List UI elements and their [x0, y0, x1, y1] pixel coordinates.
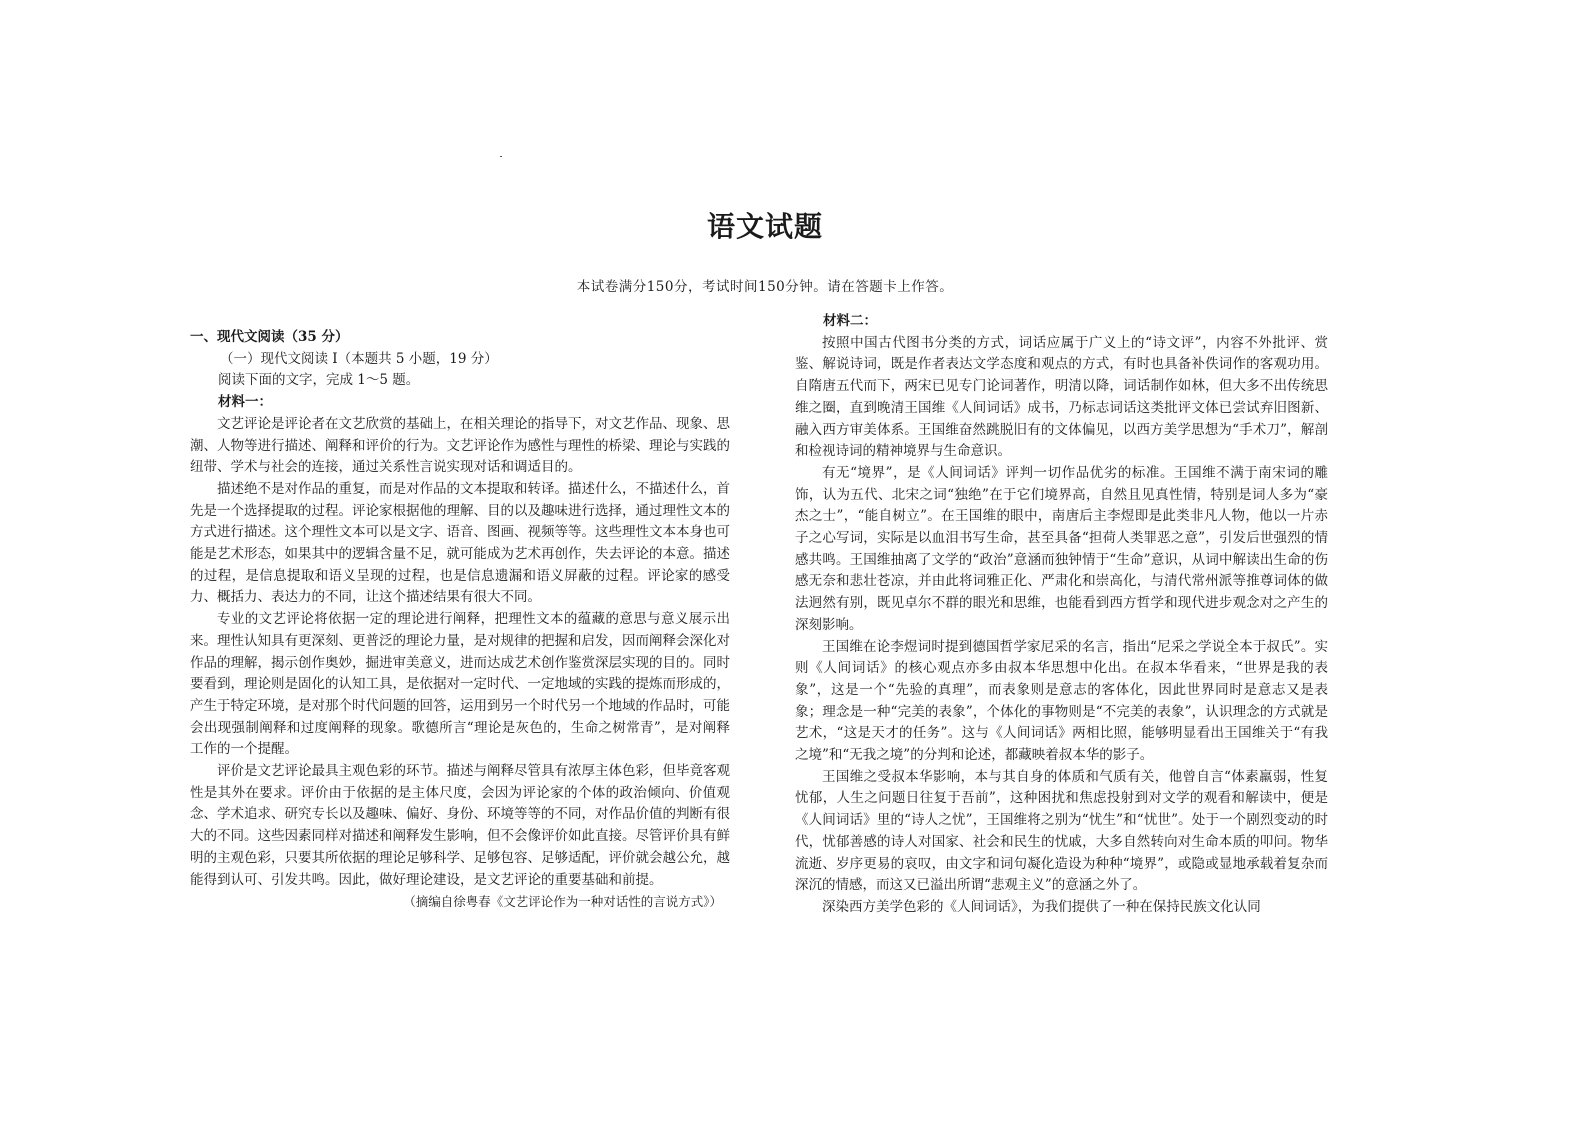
scan-speck [500, 156, 502, 157]
paragraph: 描述绝不是对作品的重复，而是对作品的文本提取和转译。描述什么，不描述什么，首先是一个选择提取的过程。评论家根据他的理解、目的以及趣味进行选择，通过理性文本的方式进行描述。这个理性文本可以是文字、语音、图画、视频等等。这些理性文本本身也可能是艺术形态，如果其中的逻辑含量不足，就可能成为艺术再创作，失去评论的本意。描述的过程，是信息提取和语义呈现的过程，也是信息遗漏和语义屏蔽的过程。评论家的感受力、概括力、表达力的不同，让这个描述结果有很大不同。 [190, 480, 730, 606]
paragraph: 王国维之受叔本华影响，本与其自身的体质和气质有关，他曾自言“体素羸弱，性复忧郁，人生之问题日往复于吾前”，这种困扰和焦虑投射到对文学的观看和解读中，便是《人间词话》里的“诗人之忧”，王国维将之别为“忧生”和“忧世”。处于一个剧烈变动的时代，忧郁善感的诗人对国家、社会和民生的忧戚，大多自然转向对生命本质的叩问。物华流逝、岁序更易的哀叹，由文字和词句凝化造设为种种“境界”，或隐或显地承载着复杂而深沉的情感，而这又已溢出所谓“悲观主义”的意涵之外了。 [795, 768, 1328, 894]
paragraph: 评价是文艺评论最具主观色彩的环节。描述与阐释尽管具有浓厚主体色彩，但毕竟客观性是其外在要求。评价由于依据的是主体尺度，会因为评论家的个体的政治倾向、价值观念、学术追求、研究专长以及趣味、偏好、身份、环境等等的不同，对作品价值的判断有很大的不同。这些因素同样对描述和阐释发生影响，但不会像评价如此直接。尽管评价具有鲜明的主观色彩，只要其所依据的理论足够科学、足够包容、足够适配，评价就会越公允，越能得到认可、引发共鸣。因此，做好理论建设，是文艺评论的重要基础和前提。 [190, 763, 730, 888]
right-column [795, 311, 1328, 919]
source-citation: （摘编自徐粤春《文艺评论作为一种对话性的言说方式》） [403, 894, 722, 910]
subsection-heading: （一）现代文阅读 I（本题共 5 小题，19 分） [220, 350, 498, 367]
paragraph: 按照中国古代图书分类的方式，词话应属于广义上的“诗文评”，内容不外批评、赏鉴、解说诗词，既是作者表达文学态度和观点的方式，有时也具备补佚词作的客观功用。自隋唐五代而下，两宋已见专门论词著作，明清以降，词话制作如林，但大多不出传统思维之圈，直到晚清王国维《人间词话》成书，乃标志词话这类批评文体已尝试弃旧图新、融入西方审美体系。王国维奋然跳脱旧有的文体偏见，以西方美学思想为“手术刀”，解剖和检视诗词的精神境界与生命意识。 [795, 334, 1328, 460]
material-two-label: 材料二： [823, 313, 877, 329]
exam-instructions: 本试卷满分150分，考试时间150分钟。请在答题卡上作答。 [576, 279, 954, 295]
paragraph: 文艺评论是评论者在文艺欣赏的基础上，在相关理论的指导下，对文艺作品、现象、思潮、人物等进行描述、阐释和评价的行为。文艺评论作为感性与理性的桥梁、理论与实践的纽带、学术与社会的连接，通过关系性言说实现对话和调适目的。 [190, 415, 730, 476]
paragraph: 王国维在论李煜词时提到德国哲学家尼采的名言，指出“尼采之学说全本于叔氏”。实则《人间词话》的核心观点亦多由叔本华思想中化出。在叔本华看来，“世界是我的表象”，这是一个“先验的真理”，而表象则是意志的客体化，因此世界同时是意志又是表象；理念是一种“完美的表象”，个体化的事物则是“不完美的表象”，认识理念的方式就是艺术，“这是天才的任务”。这与《人间词话》两相比照，能够明显看出王国维关于“有我之境”和“无我之境”的分判和论述，都藏映着叔本华的影子。 [795, 638, 1328, 764]
paragraph: 专业的文艺评论将依据一定的理论进行阐释，把理性文本的蕴藏的意思与意义展示出来。理性认知具有更深刻、更普泛的理论力量，是对规律的把握和启发，因而阐释会深化对作品的理解，揭示创作奥妙，掘进审美意义，进而达成艺术创作鉴赏深层实现的目的。同时要看到，理论则是固化的认知工具，是依据对一定时代、一定地域的实践的提炼而形成的，产生于特定环境，是对那个时代问题的回答，运用到另一个时代另一个地域的作品时，可能会出现强制阐释和过度阐释的现象。歌德所言“理论是灰色的，生命之树常青”，是对阐释工作的一个提醒。 [190, 611, 730, 758]
material-one-label: 材料一： [218, 394, 272, 411]
section-heading: 一、现代文阅读（35 分） [190, 329, 349, 345]
reading-instruction: 阅读下面的文字，完成 1～5 题。 [218, 372, 420, 389]
page-title: 语文试题 [706, 210, 823, 243]
paragraph: 深染西方美学色彩的《人间词话》，为我们提供了一种在保持民族文化认同 [822, 898, 1261, 915]
left-column [190, 327, 730, 913]
paragraph: 有无“境界”，是《人间词话》评判一切作品优劣的标准。王国维不满于南宋词的雕饰，认为五代、北宋之词“独绝”在于它们境界高，自然且见真性情，特别是词人多为“豪杰之士”，“能自树立”。在王国维的眼中，南唐后主李煜即是此类非凡人物，他以一片赤子之心写词，实际是以血泪书写生命，甚至具备“担荷人类罪恶之意”，引发后世强烈的情感共鸣。王国维抽离了文学的“政治”意涵而独钟情于“生命”意识，从词中解读出生命的伤感无奈和悲壮苍凉，并由此将词雅正化、严肃化和崇高化，与清代常州派等推尊词体的做法迥然有别，既见卓尔不群的眼光和思维，也能看到西方哲学和现代进步观念对之产生的深刻影响。 [795, 464, 1328, 633]
